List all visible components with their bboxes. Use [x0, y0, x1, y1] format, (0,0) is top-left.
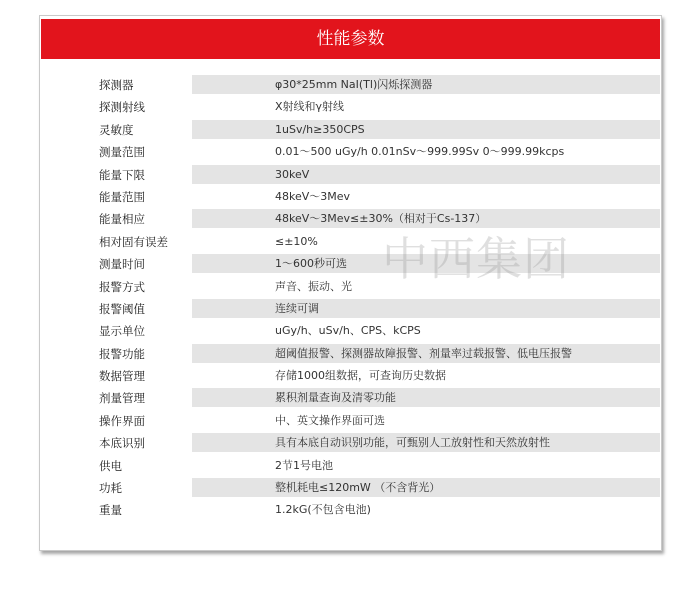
spec-label: 报警功能 [99, 346, 145, 361]
spec-label: 供电 [99, 458, 122, 473]
spec-value: φ30*25mm NaI(Tl)闪烁探测器 [192, 75, 660, 94]
header-bar [41, 19, 660, 59]
spec-label: 本底识别 [99, 436, 145, 451]
spec-row [86, 432, 660, 454]
spec-value: 2节1号电池 [275, 458, 333, 472]
spec-row [86, 298, 660, 320]
spec-value: 中、英文操作界面可选 [275, 413, 385, 427]
spec-row [86, 387, 660, 409]
spec-value: uGy/h、uSv/h、CPS、kCPS [275, 324, 421, 338]
spec-label: 能量相应 [99, 212, 145, 227]
spec-value: ≤±10% [275, 234, 318, 248]
spec-label: 报警阈值 [99, 301, 145, 316]
spec-value: 存储1000组数据，可查询历史数据 [275, 369, 446, 383]
spec-value: 超阈值报警、探测器故障报警、剂量率过载报警、低电压报警 [192, 344, 660, 363]
watermark: 中西集团 [382, 232, 570, 286]
spec-value: 连续可调 [192, 299, 660, 318]
spec-row [86, 455, 660, 477]
spec-row [86, 208, 660, 230]
page-title: 性能参数 [316, 29, 385, 49]
spec-row [86, 231, 660, 253]
spec-row [86, 96, 660, 118]
spec-label: 显示单位 [99, 324, 145, 339]
spec-value: 1.2kG(不包含电池) [275, 503, 371, 517]
spec-value: 48keV～3Mev≤±30%（相对于Cs-137） [192, 209, 660, 228]
spec-value: X射线和γ射线 [275, 100, 345, 114]
spec-value: 具有本底自动识别功能，可甄别人工放射性和天然放射性 [192, 433, 660, 452]
spec-row [86, 164, 660, 186]
spec-row [86, 119, 660, 141]
spec-label: 操作界面 [99, 413, 145, 428]
spec-label: 测量时间 [99, 257, 145, 272]
spec-card [39, 15, 662, 551]
spec-label: 测量范围 [99, 145, 145, 160]
spec-row [86, 499, 660, 521]
spec-value: 1～600秒可选 [192, 254, 660, 273]
spec-label: 探测射线 [99, 100, 145, 115]
spec-row [86, 320, 660, 342]
spec-label: 灵敏度 [99, 122, 134, 137]
spec-value: 48keV～3Mev [275, 189, 351, 203]
spec-row [86, 276, 660, 298]
spec-label: 报警方式 [99, 279, 145, 294]
spec-label: 重量 [99, 503, 122, 518]
spec-label: 剂量管理 [99, 391, 145, 406]
spec-row [86, 343, 660, 365]
spec-row [86, 186, 660, 208]
spec-row [86, 141, 660, 163]
spec-table [86, 74, 660, 522]
spec-label: 能量下限 [99, 167, 145, 182]
spec-value: 30keV [192, 165, 660, 184]
spec-label: 探测器 [99, 78, 134, 92]
spec-label: 功耗 [99, 481, 122, 496]
spec-value: 声音、振动、光 [275, 279, 352, 293]
spec-row [86, 74, 660, 96]
spec-row [86, 365, 660, 387]
spec-value: 1uSv/h≥350CPS [192, 120, 660, 139]
spec-row [86, 410, 660, 432]
spec-row [86, 253, 660, 275]
spec-value: 累积剂量查询及清零功能 [192, 388, 660, 407]
spec-label: 能量范围 [99, 189, 145, 204]
spec-row [86, 477, 660, 499]
spec-value: 整机耗电≤120mW （不含背光） [192, 478, 660, 497]
spec-label: 相对固有误差 [99, 234, 168, 249]
spec-label: 数据管理 [99, 369, 145, 384]
spec-value: 0.01～500 uGy/h 0.01nSv～999.99Sv 0～999.99kcps [275, 145, 565, 159]
